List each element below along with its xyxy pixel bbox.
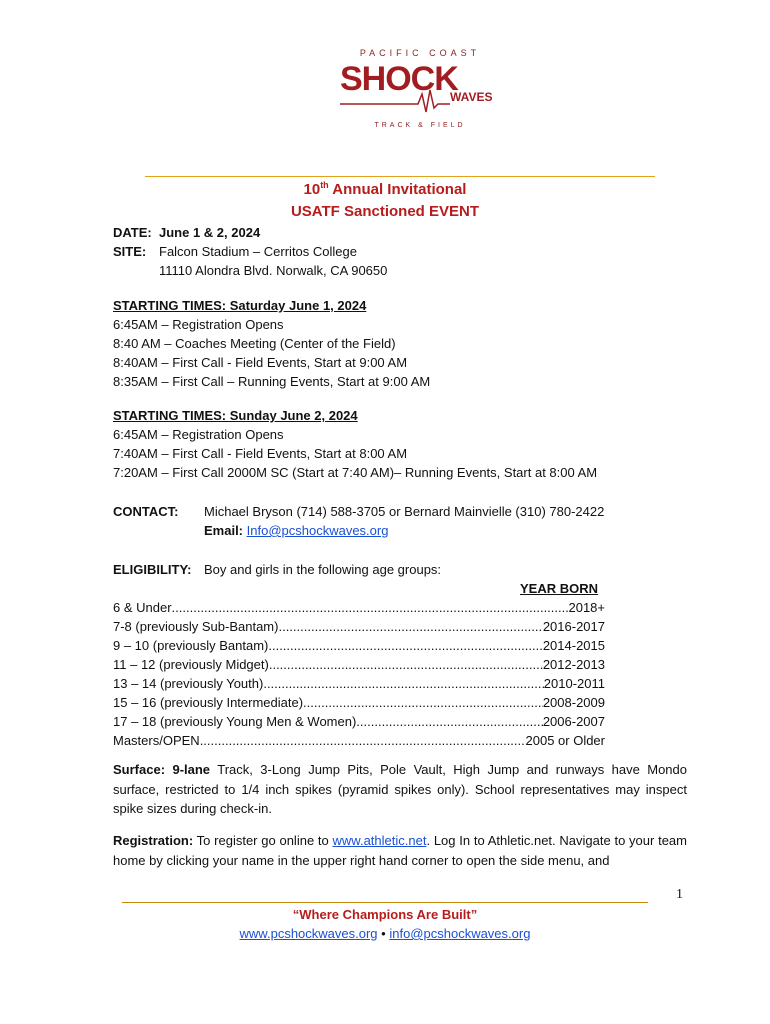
leader-dots (172, 598, 569, 617)
age-group-row (113, 598, 605, 617)
title-text: Annual Invitational (328, 181, 467, 198)
footer-slogan: “Where Champions Are Built” (292, 907, 478, 922)
age-group-year: 2005 or Older (525, 733, 605, 748)
event-subtitle: USATF Sanctioned EVENT (290, 203, 480, 220)
footer-divider (122, 902, 648, 903)
saturday-header: STARTING TIMES: Saturday June 1, 2024 (113, 298, 367, 313)
age-group-year: 2016-2017 (542, 619, 605, 634)
header-divider (145, 176, 655, 177)
age-group-name: 13 – 14 (previously Youth) (113, 676, 264, 691)
heartbeat-line-icon (340, 86, 450, 116)
age-group-year: 2018+ (568, 600, 605, 615)
age-group-name: 15 – 16 (previously Intermediate) (113, 695, 304, 710)
website-link[interactable]: www.pcshockwaves.org (239, 926, 378, 941)
saturday-item: 6:45AM – Registration Opens (113, 317, 284, 332)
email-label: Email: (204, 523, 244, 538)
leader-dots (263, 674, 543, 693)
age-group-row (113, 636, 605, 655)
shockwaves-logo (330, 48, 510, 134)
leader-dots (268, 636, 542, 655)
eligibility-label: ELIGIBILITY: (113, 562, 192, 577)
registration-text: To register go online to (193, 833, 333, 848)
year-born-header: YEAR BORN (520, 581, 599, 596)
contact-names: Michael Bryson (714) 588-3705 or Bernard Mainvielle (310) 780-2422 (204, 504, 605, 519)
leader-dots (200, 731, 526, 750)
sunday-item: 7:20AM – First Call 2000M SC (Start at 7:40 AM)– Running Events, Start at 8:00 AM (113, 465, 598, 480)
age-group-year: 2010-2011 (543, 676, 605, 691)
age-group-name: 7-8 (previously Sub-Bantam) (113, 619, 279, 634)
footer-email-link[interactable]: info@pcshockwaves.org (389, 926, 531, 941)
title-number: 10 (303, 181, 321, 198)
age-group-name: Masters/OPEN (113, 733, 200, 748)
logo-sub-text: WAVES (450, 90, 493, 104)
saturday-item: 8:35AM – First Call – Running Events, Start at 9:00 AM (113, 374, 431, 389)
logo-bottom-text: TRACK & FIELD (374, 122, 466, 129)
age-group-row (113, 655, 605, 674)
date-row (113, 223, 260, 242)
site-line2: 11110 Alondra Blvd. Norwalk, CA 90650 (159, 263, 388, 278)
surface-paragraph (113, 760, 687, 819)
footer-separator: • (381, 926, 386, 941)
saturday-item: 8:40AM – First Call - Field Events, Start at 9:00 AM (113, 355, 408, 370)
date-value: June 1 & 2, 2024 (159, 225, 261, 240)
sunday-item: 6:45AM – Registration Opens (113, 427, 284, 442)
age-group-name: 6 & Under (113, 600, 172, 615)
leader-dots (356, 712, 543, 731)
site-label: SITE: (113, 244, 147, 259)
age-group-name: 17 – 18 (previously Young Men & Women) (113, 714, 357, 729)
surface-label: Surface: (113, 762, 166, 777)
footer-links (0, 926, 770, 941)
age-group-year: 2008-2009 (542, 695, 605, 710)
site-row (113, 242, 146, 261)
registration-paragraph (113, 831, 687, 870)
age-group-row (113, 731, 605, 750)
age-group-year: 2006-2007 (542, 714, 605, 729)
athletic-net-link[interactable]: www.athletic.net (332, 833, 427, 848)
logo-top-text: PACIFIC COAST (359, 48, 481, 58)
page-number: 1 (676, 887, 683, 902)
age-group-row (113, 617, 605, 636)
site-line1: Falcon Stadium – Cerritos College (159, 244, 357, 259)
logo-main-text: SHOCK (340, 60, 458, 98)
age-group-year: 2014-2015 (542, 638, 605, 653)
event-title (0, 180, 770, 198)
registration-label: Registration: (113, 833, 194, 848)
contact-label: CONTACT: (113, 504, 179, 519)
age-group-name: 9 – 10 (previously Bantam) (113, 638, 269, 653)
date-label: DATE: (113, 225, 152, 240)
age-group-year: 2012-2013 (542, 657, 605, 672)
sunday-header: STARTING TIMES: Sunday June 2, 2024 (113, 408, 358, 423)
saturday-item: 8:40 AM – Coaches Meeting (Center of the Field) (113, 336, 396, 351)
leader-dots (303, 693, 543, 712)
surface-text: Track, 3-Long Jump Pits, Pole Vault, High Jump and runways have Mondo surface, restricted to 1/4 inch spikes (pyramid spikes only). School representatives may inspect spike sizes during check-in. (113, 762, 687, 816)
age-group-name: 11 – 12 (previously Midget) (113, 657, 269, 672)
age-group-row (113, 693, 605, 712)
eligibility-text: Boy and girls in the following age groups: (204, 562, 442, 577)
surface-lanes: 9-lane (172, 762, 211, 777)
leader-dots (278, 617, 542, 636)
title-ordinal: th (320, 180, 329, 190)
sunday-item: 7:40AM – First Call - Field Events, Start at 8:00 AM (113, 446, 408, 461)
age-group-row (113, 712, 605, 731)
contact-email-row (204, 521, 388, 540)
contact-email-link[interactable]: Info@pcshockwaves.org (246, 523, 389, 538)
age-group-row (113, 674, 605, 693)
leader-dots (269, 655, 543, 674)
registration-text: . Log In to Athletic.net. Navigate to your team home by clicking your name in the upper right hand corner to open the side menu, and (113, 833, 687, 868)
